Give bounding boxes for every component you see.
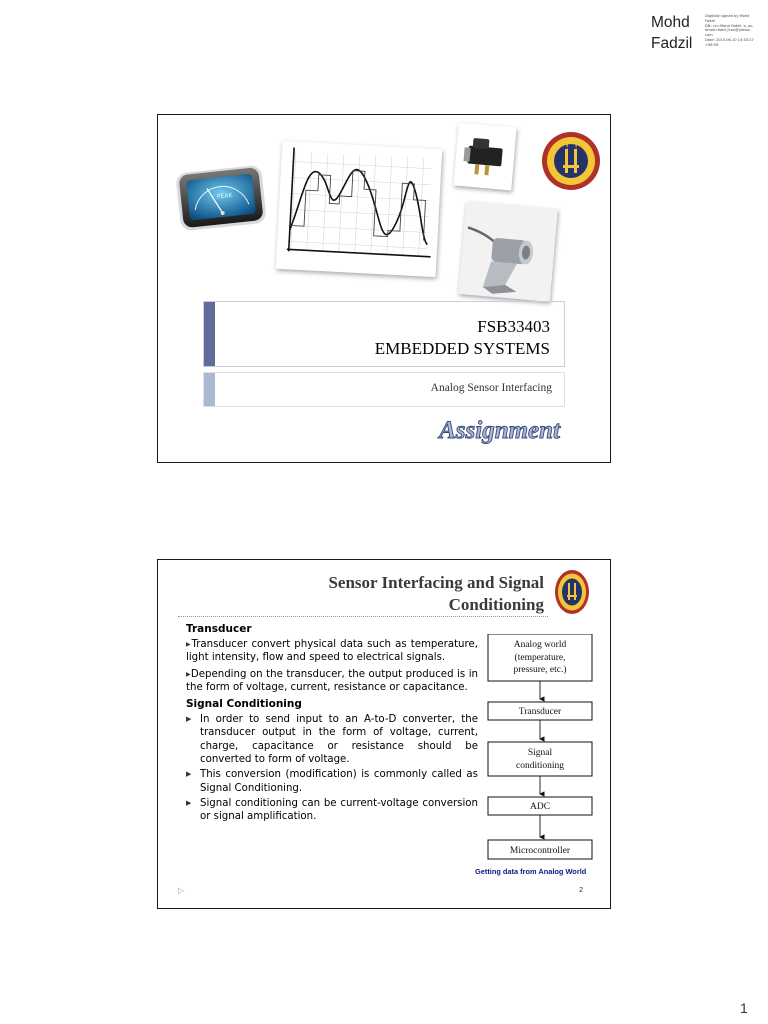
flow-box-analog-world-label: pressure, etc.) — [513, 665, 567, 675]
assignment-text: Assignment — [439, 417, 560, 444]
slide-1 — [157, 114, 611, 463]
sensor-photo-2 — [458, 201, 558, 302]
transducer-paragraph-2 — [186, 668, 478, 695]
signature-detail-line: email=fsbd_fcan@yahoo. — [705, 28, 751, 33]
flow-box-microcontroller-label: Microcontroller — [509, 846, 571, 856]
list-item — [186, 797, 478, 824]
transducer-paragraph-2-text: Depending on the transducer, the output produced is in the form of voltage, current, resistance or capacitance. — [186, 668, 478, 693]
signature-detail-line: Digitally signed by Mohd — [705, 14, 750, 18]
slide-title — [375, 316, 550, 360]
transducer-paragraph-1-text: Transducer convert physical data such as temperature, light intensity, flow and speed to electrical signals. — [186, 639, 478, 664]
bullet-arrow-icon: ▶ — [186, 641, 192, 648]
slide-2 — [157, 559, 611, 909]
flow-box-signal-conditioning-label: Signal — [527, 748, 553, 758]
meter-peak-label: PEAK — [216, 191, 233, 201]
title-divider — [178, 616, 548, 617]
slide-subtitle: Analog Sensor Interfacing — [430, 382, 552, 394]
signature-name-line2: Fadzil — [651, 35, 693, 52]
university-crest-logo-small — [554, 568, 590, 616]
bullet-arrow-icon: ▶ — [186, 770, 192, 779]
flow-box-signal-conditioning-label: conditioning — [515, 761, 565, 771]
list-item-text: This conversion (modification) is commonly called as Signal Conditioning. — [200, 769, 478, 794]
list-item-text: In order to send input to an A-to-D converter, the transducer output in the form of voltage, current, charge, capacitance or resistance should be converted to form of voltage. — [200, 714, 478, 766]
signature-name-line1: Mohd — [651, 14, 690, 31]
slide-title-box — [203, 301, 565, 367]
list-item — [186, 768, 478, 795]
flow-box-analog-world-label: (temperature, — [514, 653, 566, 663]
bullet-arrow-icon: ▶ — [186, 715, 192, 724]
signal-conditioning-heading: Signal Conditioning — [186, 698, 302, 711]
university-crest-logo — [541, 129, 601, 193]
assignment-word-art — [418, 405, 566, 447]
signal-conditioning-list — [186, 713, 478, 823]
analog-world-flowchart — [484, 634, 610, 884]
bullet-arrow-icon: ▶ — [186, 798, 192, 807]
flow-box-analog-world-label: Analog world — [513, 640, 567, 650]
slide-2-title-line1: Sensor Interfacing and Signal — [328, 573, 544, 592]
slide-2-body — [186, 622, 478, 826]
signature-detail-line: com — [705, 33, 713, 38]
title-accent-bar — [204, 302, 215, 366]
flow-box-transducer-label: Transducer — [518, 707, 562, 717]
bullet-arrow-icon: ▶ — [186, 670, 191, 678]
slide-2-title — [224, 572, 544, 616]
signature-detail-line: +08'00' — [705, 42, 720, 47]
signal-graph-image — [276, 141, 442, 277]
slide-2-title-line2: Conditioning — [448, 595, 544, 614]
signature-name — [651, 12, 701, 54]
signature-details — [705, 14, 763, 48]
slide-number: 2 — [579, 885, 584, 894]
transducer-heading: Transducer — [186, 623, 252, 635]
flowchart-caption: Getting data from Analog World — [475, 867, 587, 876]
transducer-paragraph-1 — [186, 638, 478, 665]
list-item-text: Signal conditioning can be current-voltage conversion or signal amplification. — [200, 797, 478, 823]
flow-box-adc-label: ADC — [529, 802, 551, 812]
analog-meter-image — [172, 157, 272, 237]
subtitle-accent-bar — [204, 373, 215, 406]
course-name: EMBEDDED SYSTEMS — [374, 339, 550, 358]
signature-detail-line: DN: cn=Mohd Fadzil, o, ou, — [705, 23, 754, 28]
sensor-photo-1 — [453, 123, 516, 191]
course-code: FSB33403 — [477, 317, 550, 336]
page-number: 1 — [740, 1000, 748, 1016]
digital-signature — [651, 8, 763, 60]
list-item — [186, 713, 478, 766]
signature-detail-line: Fadzil — [705, 18, 716, 23]
signature-detail-line: Date: 2015.06.10 14:33:27 — [705, 37, 754, 42]
slide-subtitle-box — [203, 372, 565, 407]
slide-nav-arrow-icon: ▷ — [178, 886, 185, 895]
